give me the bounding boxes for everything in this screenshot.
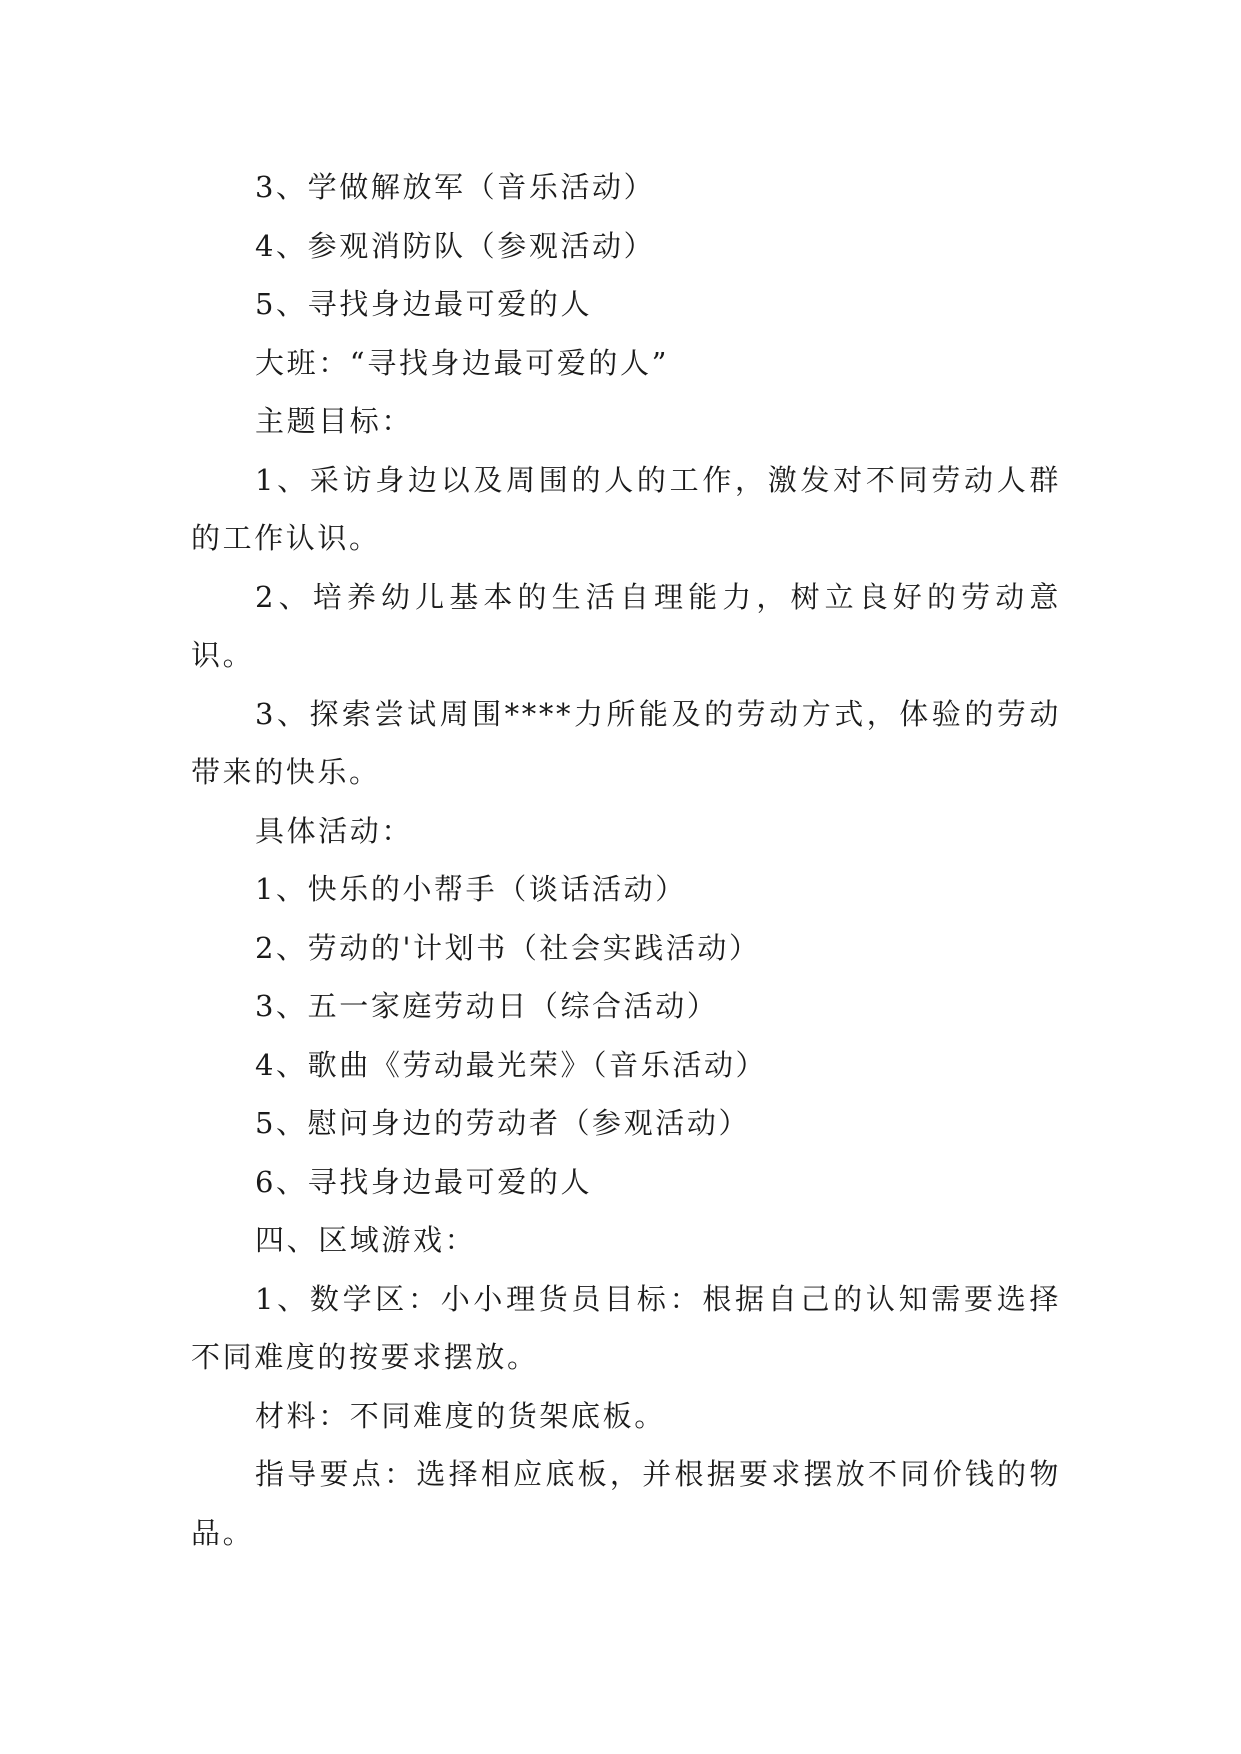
activity-item-3: 3、学做解放军（音乐活动） [255,170,656,204]
activity-item-4: 4、参观消防队（参观活动） [255,228,656,263]
activity-item-4b: 4、歌曲《劳动最光荣》（音乐活动） [255,1047,768,1082]
activity-item-2: 2、劳动的'计划书（社会实践活动） [255,930,761,965]
goal-item-2: 2、培养幼儿基本的生活自理能力，树立良好的劳动意识。 [191,579,1061,672]
class-theme-heading: 大班：“寻找身边最可爱的人” [255,345,670,380]
guidance-item: 指导要点：选择相应底板，并根据要求摆放不同价钱的物品。 [191,1457,1061,1550]
goal-item-1: 1、采访身边以及周围的人的工作，激发对不同劳动人群的工作认识。 [191,462,1061,555]
section-heading-area-games: 四、区域游戏： [255,1223,477,1257]
activity-item-1: 1、快乐的小帮手（谈话活动） [255,872,687,906]
activity-item-6: 6、寻找身边最可爱的人 [255,1164,593,1199]
activity-item-3b: 3、五一家庭劳动日（综合活动） [255,989,719,1023]
math-area-item: 1、数学区：小小理货员目标：根据自己的认知需要选择不同难度的按要求摆放。 [191,1281,1061,1374]
goals-heading: 主题目标： [255,404,414,438]
goal-item-3: 3、探索尝试周围****力所能及的劳动方式，体验的劳动带来的快乐。 [191,696,1061,789]
materials-item: 材料：不同难度的货架底板。 [255,1398,666,1433]
activity-item-5: 5、寻找身边最可爱的人 [255,287,593,321]
activity-item-5b: 5、慰问身边的劳动者（参观活动） [255,1106,751,1140]
document-body [191,158,1061,1562]
activities-heading: 具体活动： [255,813,414,848]
